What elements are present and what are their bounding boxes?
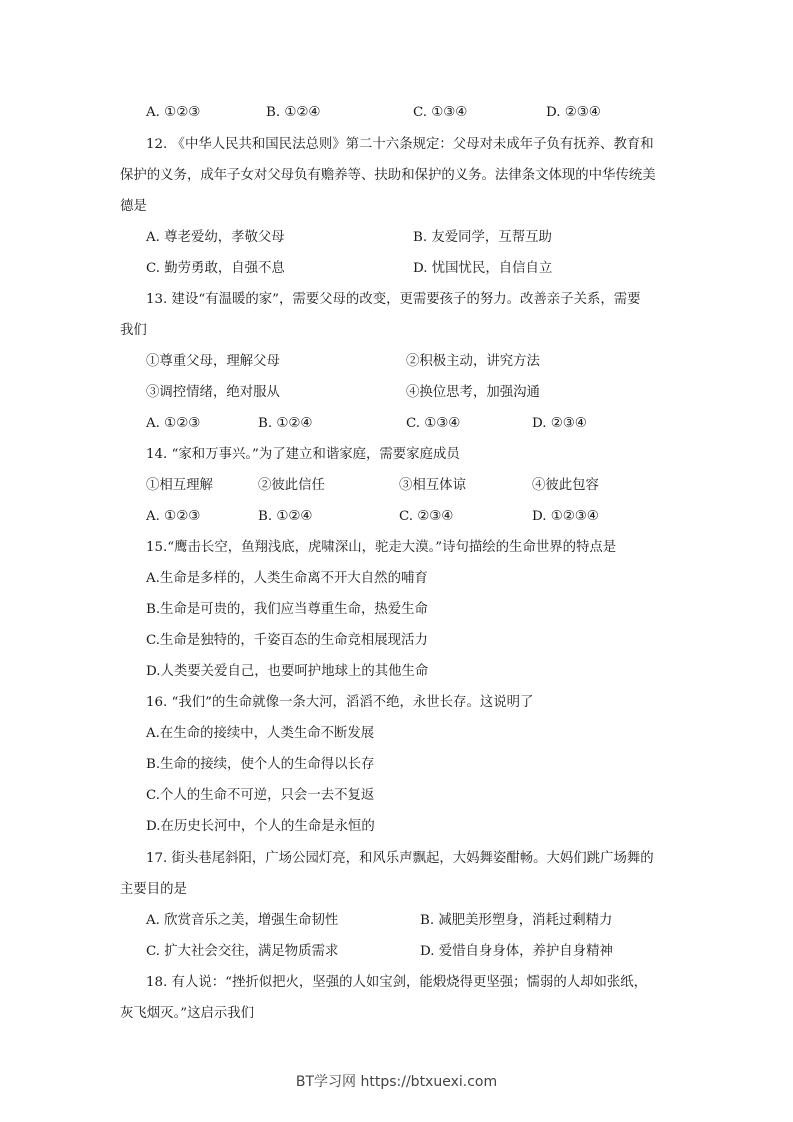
q14-option-a: A. ①②③ bbox=[146, 509, 201, 524]
q14-option-b: B. ①②④ bbox=[258, 509, 313, 524]
q13-option-a: A. ①②③ bbox=[146, 416, 201, 431]
q12-stem-line1: 12. 《中华人民共和国民法总则》第二十六条规定：父母对未成年子负有抚养、教育和 bbox=[146, 137, 654, 152]
q18-stem-line2: 灰飞烟灭。”这启示我们 bbox=[120, 1006, 255, 1021]
q16-stem: 16. “我们”的生命就像一条大河，滔滔不绝，永世长存。这说明了 bbox=[146, 695, 534, 710]
q14-option-d: D. ①②③④ bbox=[532, 509, 599, 524]
q11-option-d: D. ②③④ bbox=[546, 105, 601, 120]
q16-option-c: C.个人的生命不可逆，只会一去不复返 bbox=[146, 788, 375, 803]
q16-option-d: D.在历史长河中，个人的生命是永恒的 bbox=[146, 819, 375, 834]
q14-item-3: ③相互体谅 bbox=[399, 478, 466, 493]
q18-stem-line1: 18. 有人说：“挫折似把火，坚强的人如宝剑，能煅烧得更坚强；懦弱的人却如张纸， bbox=[146, 975, 648, 990]
q13-option-c: C. ①③④ bbox=[406, 416, 461, 431]
q14-item-1: ①相互理解 bbox=[146, 478, 213, 493]
q16-option-a: A.在生命的接续中，人类生命不断发展 bbox=[146, 726, 375, 741]
q12-option-a: A. 尊老爱幼，孝敬父母 bbox=[146, 230, 285, 245]
q13-item-3: ③调控情绪，绝对服从 bbox=[146, 385, 280, 400]
q15-option-d: D.人类要关爱自己，也要呵护地球上的其他生命 bbox=[146, 664, 429, 679]
q12-option-c: C. 勤劳勇敢，自强不息 bbox=[146, 261, 285, 276]
q13-stem-line2: 我们 bbox=[120, 323, 147, 338]
q15-option-b: B.生命是可贵的，我们应当尊重生命，热爱生命 bbox=[146, 602, 428, 617]
q15-stem: 15.“鹰击长空，鱼翔浅底，虎啸深山，驼走大漠。”诗句描绘的生命世界的特点是 bbox=[146, 540, 617, 555]
q12-stem-line3: 德是 bbox=[120, 199, 147, 214]
q12-option-b: B. 友爱同学，互帮互助 bbox=[413, 230, 552, 245]
q13-option-b: B. ①②④ bbox=[258, 416, 313, 431]
q14-stem: 14. “家和万事兴。”为了建立和谐家庭，需要家庭成员 bbox=[146, 447, 460, 462]
q17-option-a: A. 欣赏音乐之美，增强生命韧性 bbox=[146, 913, 339, 928]
q11-option-c: C. ①③④ bbox=[413, 105, 468, 120]
q14-item-2: ②彼此信任 bbox=[258, 478, 325, 493]
q13-option-d: D. ②③④ bbox=[532, 416, 587, 431]
q12-option-d: D. 忧国忧民，自信自立 bbox=[413, 261, 553, 276]
q15-option-a: A.生命是多样的，人类生命离不开大自然的哺育 bbox=[146, 571, 428, 586]
q17-option-c: C. 扩大社会交往，满足物质需求 bbox=[146, 944, 339, 959]
q13-stem-line1: 13. 建设“有温暖的家”，需要父母的改变，更需要孩子的努力。改善亲子关系，需要 bbox=[146, 292, 641, 307]
footer-watermark: BT学习网 https://btxuexi.com bbox=[295, 1074, 498, 1090]
q15-option-c: C.生命是独特的，千姿百态的生命竞相展现活力 bbox=[146, 633, 428, 648]
q17-stem-line1: 17. 街头巷尾斜阳，广场公园灯亮，和风乐声飘起，大妈舞姿酣畅。大妈们跳广场舞的 bbox=[146, 851, 654, 866]
q14-option-c: C. ②③④ bbox=[399, 509, 454, 524]
q17-stem-line2: 主要目的是 bbox=[120, 882, 187, 897]
q13-item-4: ④换位思考，加强沟通 bbox=[406, 385, 540, 400]
q17-option-d: D. 爱惜自身身体，养护自身精神 bbox=[420, 944, 613, 959]
q11-option-a: A. ①②③ bbox=[146, 105, 201, 120]
q11-option-b: B. ①②④ bbox=[266, 105, 321, 120]
q14-item-4: ④彼此包容 bbox=[532, 478, 599, 493]
q13-item-2: ②积极主动，讲究方法 bbox=[406, 354, 540, 369]
q17-option-b: B. 减肥美形塑身，消耗过剩精力 bbox=[420, 913, 613, 928]
q16-option-b: B.生命的接续，使个人的生命得以长存 bbox=[146, 757, 375, 772]
q12-stem-line2: 保护的义务，成年子女对父母负有赡养等、扶助和保护的义务。法律条文体现的中华传统美 bbox=[120, 168, 656, 183]
q13-item-1: ①尊重父母，理解父母 bbox=[146, 354, 280, 369]
